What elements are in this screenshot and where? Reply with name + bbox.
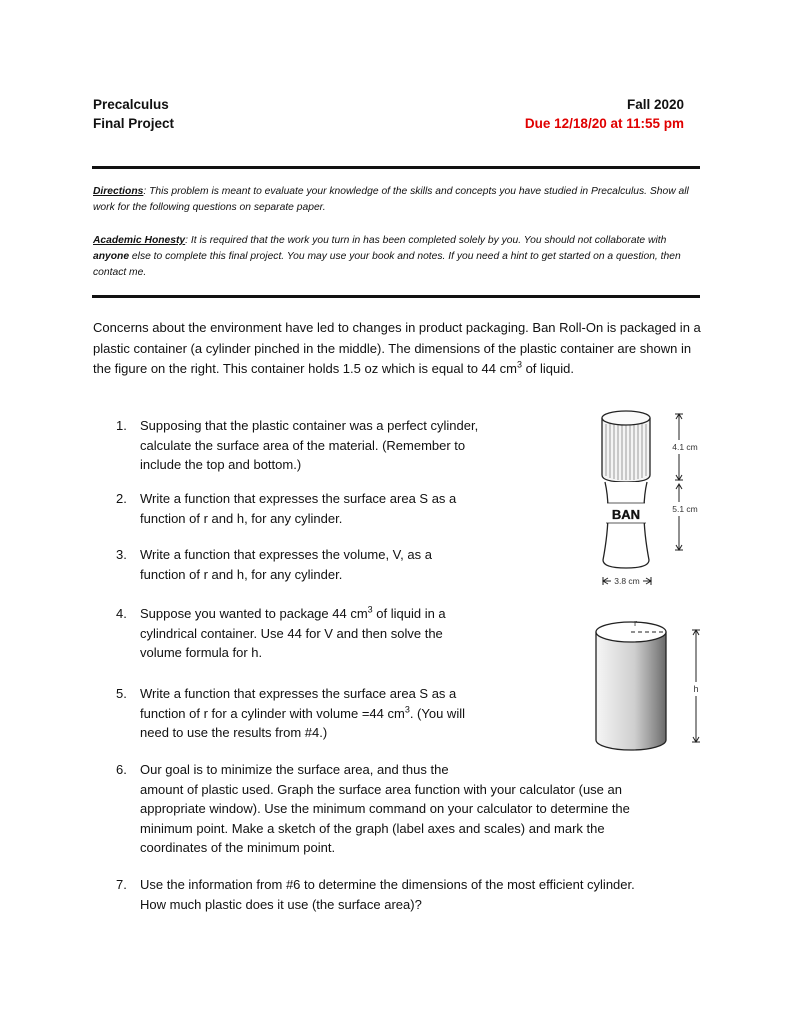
- cylinder-figure: [586, 612, 710, 762]
- term-label: Fall 2020: [626, 97, 684, 112]
- question-line: amount of plastic used. Graph the surface area function with your calculator (use an: [140, 781, 622, 797]
- question-line: function of r and h, for any cylinder.: [140, 510, 343, 526]
- question-line: Our goal is to minimize the surface area, and thus the: [140, 762, 449, 777]
- radius-label: r: [634, 618, 637, 628]
- directions-text: : This problem is meant to evaluate your knowledge of the skills and concepts you have studied in Precalculus. Show all work for the following questions on separate paper.: [93, 186, 689, 213]
- bottom-dimension-line: [675, 484, 683, 550]
- directions-label: Directions: [93, 186, 144, 197]
- honesty-text-a: : It is required that the work you turn in has been completed solely by you. You should not collaborate with: [185, 235, 667, 246]
- bottom-dimension-label: 5.1 cm: [672, 504, 698, 514]
- intro-paragraph: [93, 318, 701, 380]
- honesty-text-b: else to complete this final project. You may use your book and notes. If you need a hint to get started on a question, then contact me.: [93, 251, 681, 278]
- question-number: 2.: [116, 491, 127, 506]
- cylinder-body: [596, 622, 666, 750]
- question-text: [140, 489, 456, 528]
- honesty-label: Academic Honesty: [93, 235, 186, 246]
- question-number: 5.: [116, 686, 127, 701]
- directions-paragraph: [93, 184, 698, 216]
- question-line: minimum point. Make a sketch of the graph (label axes and scales) and mark the: [140, 820, 605, 836]
- question-line: need to use the results from #4.): [140, 725, 328, 740]
- course-title: Precalculus: [93, 97, 169, 112]
- question-line: calculate the surface area of the material. (Remember to: [140, 437, 466, 453]
- question-text: [140, 760, 630, 858]
- question-text: [140, 545, 432, 584]
- intro-tail: of liquid.: [521, 361, 575, 376]
- question-sup: 3: [404, 704, 410, 715]
- height-label: h: [693, 684, 699, 694]
- ban-brand-label: BAN: [611, 507, 641, 522]
- honesty-paragraph: [93, 233, 698, 281]
- header-left: [93, 95, 174, 133]
- question-line: include the top and bottom.): [140, 457, 302, 472]
- question-number: 4.: [116, 606, 127, 621]
- question-text: [140, 416, 478, 475]
- ban-container-figure: [588, 400, 708, 592]
- due-date: Due 12/18/20 at 11:55 pm: [524, 116, 684, 131]
- question-line-part: of liquid in a: [372, 606, 446, 621]
- top-dimension-label: 4.1 cm: [672, 442, 698, 452]
- question-line-part: function of r for a cylinder with volume =44 cm: [140, 705, 405, 721]
- top-divider: [92, 166, 700, 169]
- question-line: Write a function that expresses the surface area S as a: [140, 491, 457, 506]
- question-text: [140, 875, 635, 914]
- intro-sup: 3: [516, 359, 522, 370]
- question-line: appropriate window). Use the minimum command on your calculator to determine the: [140, 801, 630, 816]
- question-number: 1.: [116, 418, 127, 433]
- question-line: [140, 704, 465, 724]
- question-number: 7.: [116, 877, 127, 892]
- header-right: [525, 95, 684, 133]
- question-text: [140, 604, 446, 663]
- question-line: How much plastic does it use (the surface area)?: [140, 896, 422, 912]
- bottom-divider: [92, 295, 700, 298]
- question-number: 6.: [116, 762, 127, 777]
- question-sup: 3: [367, 604, 373, 615]
- question-line: Write a function that expresses the volume, V, as a: [140, 547, 432, 562]
- question-line-part: Suppose you wanted to package 44 cm: [140, 606, 368, 621]
- question-line: cylindrical container. Use 44 for V and then solve the: [140, 625, 443, 641]
- honesty-emphasis: anyone: [93, 251, 130, 262]
- question-line: [140, 604, 446, 624]
- question-line: coordinates of the minimum point.: [140, 840, 336, 855]
- question-line: Supposing that the plastic container was a perfect cylinder,: [140, 418, 479, 433]
- question-number: 3.: [116, 547, 127, 562]
- assignment-title: Final Project: [93, 116, 175, 131]
- question-line: Write a function that expresses the surface area S as a: [140, 686, 457, 701]
- question-line: volume formula for h.: [140, 645, 263, 660]
- question-text: [140, 684, 465, 743]
- intro-text: Concerns about the environment have led to changes in product packaging. Ban Roll-On is packaged in a plastic container (a cylinder pinched in the middle). The dimensions of the plastic container are shown in the figure on the right. This container holds 1.5 oz which is equal to 44 cm: [93, 320, 701, 376]
- width-dimension-label: 3.8 cm: [614, 576, 640, 586]
- question-line: function of r and h, for any cylinder.: [140, 566, 343, 582]
- question-line-part: . (You will: [409, 705, 465, 721]
- container-bottle: [603, 482, 649, 568]
- container-cap: [602, 411, 650, 482]
- question-line: Use the information from #6 to determine the dimensions of the most efficient cylinder.: [140, 877, 635, 892]
